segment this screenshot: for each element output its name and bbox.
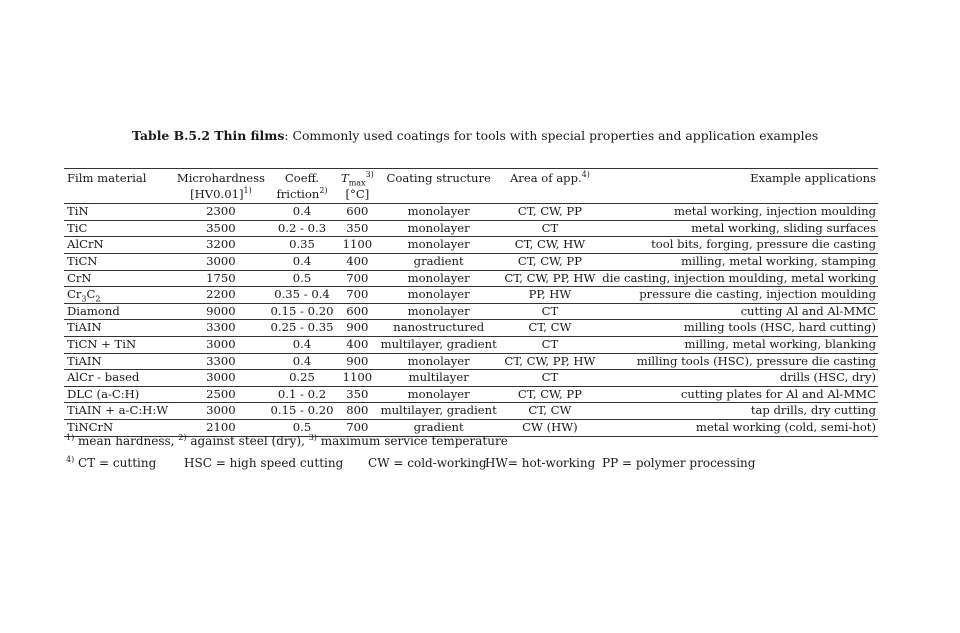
cell-area-of-app: CT, CW, HW <box>500 237 601 254</box>
cell-microhardness: 9000 <box>175 303 267 320</box>
cell-coating-structure: monolayer <box>378 237 500 254</box>
cell-microhardness: 2300 <box>175 204 267 221</box>
cell-film-material: AlCrN <box>64 237 175 254</box>
table-row <box>64 287 878 304</box>
cell-friction: 0.4 <box>267 204 337 221</box>
cell-tmax: 700 <box>337 419 378 436</box>
table-caption-text: : Commonly used coatings for tools with special properties and application examples <box>284 128 819 143</box>
cell-film-material: TiCN + TiN <box>64 336 175 353</box>
header-microhardness: Microhardness <box>176 171 266 185</box>
cell-coating-structure: monolayer <box>378 303 500 320</box>
cell-friction: 0.5 <box>267 270 337 287</box>
cell-area-of-app: PP, HW <box>500 287 601 304</box>
cell-coating-structure: monolayer <box>378 386 500 403</box>
cell-friction: 0.1 - 0.2 <box>267 386 337 403</box>
cell-film-material: TiN <box>64 204 175 221</box>
cell-microhardness: 1750 <box>175 270 267 287</box>
cell-tmax: 600 <box>337 303 378 320</box>
table-row <box>64 303 878 320</box>
cell-friction: 0.4 <box>267 336 337 353</box>
table-row <box>64 204 878 221</box>
cell-film-material: $Cr_3C_2$ <box>64 287 175 304</box>
cell-tmax: 1100 <box>337 237 378 254</box>
cell-area-of-app: CT, CW, PP, HW <box>500 353 601 370</box>
header-tmax-unit: [°C] <box>337 187 378 204</box>
cell-microhardness: 2100 <box>175 419 267 436</box>
cell-area-of-app: CT, CW, PP, HW <box>500 270 601 287</box>
cell-area-of-app: CW (HW) <box>500 419 601 436</box>
cell-tmax: 800 <box>337 403 378 420</box>
cell-area-of-app: CT, CW <box>500 320 601 337</box>
cell-microhardness: 3300 <box>175 353 267 370</box>
cell-tmax: 900 <box>337 353 378 370</box>
cell-area-of-app: CT <box>500 220 601 237</box>
cell-example-applications: cutting plates for Al and Al-MMC <box>600 386 878 403</box>
cell-microhardness: 2200 <box>175 287 267 304</box>
cell-film-material: Diamond <box>64 303 175 320</box>
cell-example-applications: metal working, injection moulding <box>600 204 878 221</box>
cell-area-of-app: CT, CW, PP <box>500 386 601 403</box>
cell-example-applications: milling, metal working, blanking <box>600 336 878 353</box>
cell-area-of-app: CT <box>500 370 601 387</box>
cell-film-material: TiCN <box>64 253 175 270</box>
cell-friction: 0.35 <box>267 237 337 254</box>
cell-coating-structure: gradient <box>378 419 500 436</box>
cell-example-applications: cutting Al and Al-MMC <box>600 303 878 320</box>
cell-friction: 0.25 - 0.35 <box>267 320 337 337</box>
cell-friction: 0.4 <box>267 253 337 270</box>
cell-example-applications: metal working (cold, semi-hot) <box>600 419 878 436</box>
cell-microhardness: 3300 <box>175 320 267 337</box>
cell-friction: 0.2 - 0.3 <box>267 220 337 237</box>
header-coeff: Coeff. <box>284 171 320 185</box>
cell-friction: 0.25 <box>267 370 337 387</box>
cell-coating-structure: multilayer, gradient <box>378 336 500 353</box>
header-film-material: Film material <box>67 171 147 185</box>
table-caption-label: Table B.5.2 Thin films <box>132 128 285 143</box>
table-row <box>64 320 878 337</box>
table-row <box>64 253 878 270</box>
cell-microhardness: 3000 <box>175 253 267 270</box>
cell-tmax: 700 <box>337 270 378 287</box>
cell-coating-structure: multilayer, gradient <box>378 403 500 420</box>
cell-friction: 0.4 <box>267 353 337 370</box>
header-example-applications: Example applications <box>750 171 876 185</box>
cell-area-of-app: CT <box>500 336 601 353</box>
footnote-line-2: $^{4)}$ CT = cutting HSC = high speed cutting CW = cold-workingHW= hot-working PP = polymer processing <box>66 455 756 470</box>
cell-area-of-app: CT, CW, PP <box>500 253 601 270</box>
cell-coating-structure: nanostructured <box>378 320 500 337</box>
cell-film-material: AlCr - based <box>64 370 175 387</box>
cell-example-applications: die casting, injection moulding, metal working <box>600 270 878 287</box>
cell-tmax: 400 <box>337 336 378 353</box>
cell-film-material: DLC (a-C:H) <box>64 386 175 403</box>
cell-microhardness: 3500 <box>175 220 267 237</box>
header-friction: friction$^{2)}$ <box>267 187 337 204</box>
footnote-line-1: $^{1)}$ mean hardness, $^{2)}$ against steel (dry), $^{3)}$ maximum service temperature <box>66 433 508 448</box>
header-coating-structure: Coating structure <box>386 171 491 185</box>
cell-tmax: 400 <box>337 253 378 270</box>
cell-film-material: TiAIN <box>64 353 175 370</box>
cell-area-of-app: CT <box>500 303 601 320</box>
footnote-hsc: HSC = high speed cutting <box>184 456 344 470</box>
header-hardness-unit: $[HV0.01]^{1)}$ <box>175 187 267 204</box>
cell-coating-structure: monolayer <box>378 220 500 237</box>
cell-coating-structure: monolayer <box>378 204 500 221</box>
cell-film-material: TiC <box>64 220 175 237</box>
cell-example-applications: milling tools (HSC, hard cutting) <box>600 320 878 337</box>
cell-tmax: 350 <box>337 386 378 403</box>
cell-film-material: TiAIN <box>64 320 175 337</box>
cell-area-of-app: CT, CW <box>500 403 601 420</box>
cell-microhardness: 3000 <box>175 336 267 353</box>
cell-microhardness: 3000 <box>175 370 267 387</box>
table-row <box>64 270 878 287</box>
footnote-hw: HW= hot-working <box>485 456 596 470</box>
cell-coating-structure: monolayer <box>378 270 500 287</box>
footnote-pp: PP = polymer processing <box>602 456 756 470</box>
header-tmax: $T_{max}^{3)}$ <box>340 170 374 188</box>
cell-friction: 0.15 - 0.20 <box>267 403 337 420</box>
cell-film-material: CrN <box>64 270 175 287</box>
header-area-of-app: Area of app.$^{4)}$ <box>509 170 590 185</box>
footnote-ct: CT = cutting <box>78 456 157 470</box>
cell-friction: 0.15 - 0.20 <box>267 303 337 320</box>
table-row <box>64 353 878 370</box>
cell-film-material: TiAIN + a-C:H:W <box>64 403 175 420</box>
cell-example-applications: tool bits, forging, pressure die casting <box>600 237 878 254</box>
cell-friction: 0.5 <box>267 419 337 436</box>
cell-tmax: 350 <box>337 220 378 237</box>
cell-example-applications: milling, metal working, stamping <box>600 253 878 270</box>
cell-example-applications: metal working, sliding surfaces <box>600 220 878 237</box>
cell-microhardness: 2500 <box>175 386 267 403</box>
cell-example-applications: pressure die casting, injection moulding <box>600 287 878 304</box>
cell-coating-structure: monolayer <box>378 287 500 304</box>
cell-coating-structure: multilayer <box>378 370 500 387</box>
cell-example-applications: milling tools (HSC), pressure die casting <box>600 353 878 370</box>
footnote-cw: CW = cold-working <box>368 456 487 470</box>
table-row <box>64 370 878 387</box>
table-row <box>64 386 878 403</box>
table-row <box>64 403 878 420</box>
cell-coating-structure: monolayer <box>378 353 500 370</box>
cell-film-material: TiNCrN <box>64 419 175 436</box>
cell-tmax: 600 <box>337 204 378 221</box>
table-row <box>64 336 878 353</box>
cell-area-of-app: CT, CW, PP <box>500 204 601 221</box>
table-row <box>64 237 878 254</box>
cell-friction: 0.35 - 0.4 <box>267 287 337 304</box>
cell-microhardness: 3000 <box>175 403 267 420</box>
table-caption <box>132 128 818 143</box>
table-row <box>64 220 878 237</box>
cell-coating-structure: gradient <box>378 253 500 270</box>
cell-example-applications: tap drills, dry cutting <box>600 403 878 420</box>
cell-tmax: 1100 <box>337 370 378 387</box>
coatings-table <box>64 168 878 437</box>
cell-microhardness: 3200 <box>175 237 267 254</box>
cell-example-applications: drills (HSC, dry) <box>600 370 878 387</box>
cell-tmax: 900 <box>337 320 378 337</box>
cell-tmax: 700 <box>337 287 378 304</box>
